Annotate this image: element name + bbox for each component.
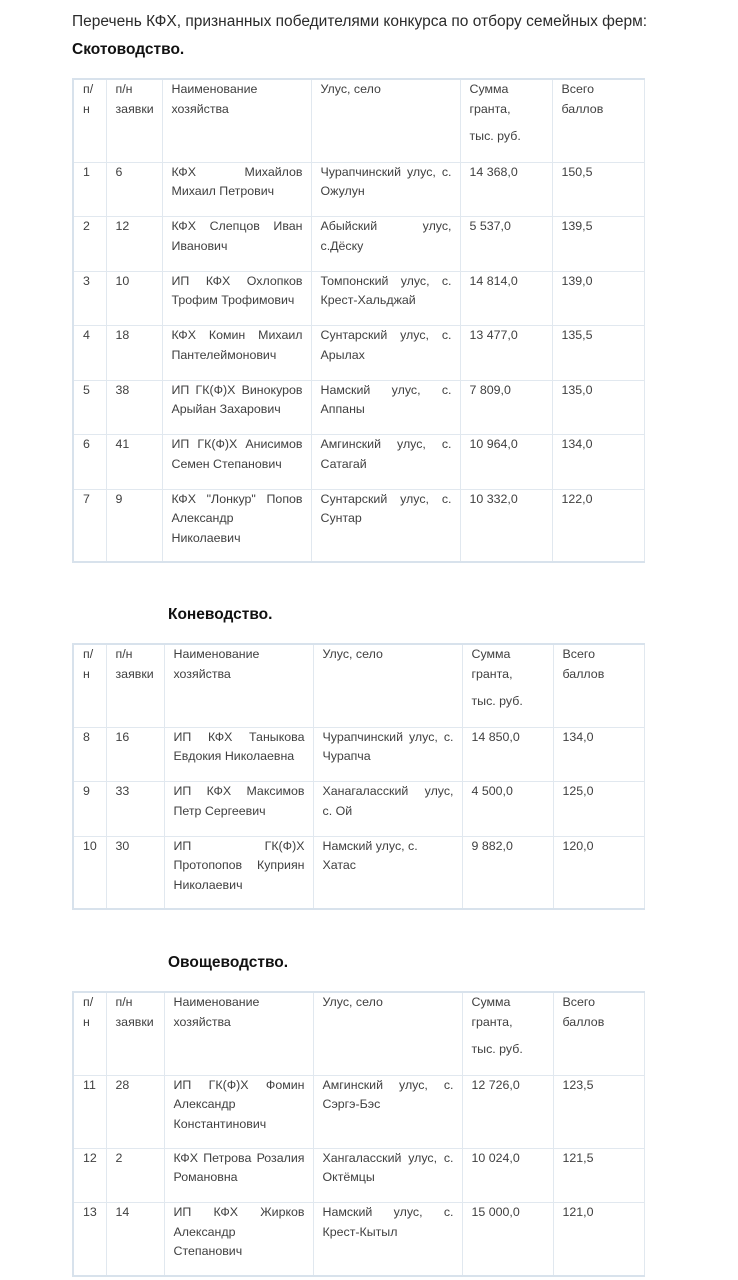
cell-score: 135,5 [552,326,644,381]
cell-location: Намский улус, с. Хатас [313,836,462,909]
cell-name: ИП КФХ Жирков Александр Степанович [164,1203,313,1276]
cell-location: Намский улус, с. Крест-Кытыл [313,1203,462,1276]
cell-sum: 14 814,0 [460,271,552,326]
cell-sum: 4 500,0 [462,782,553,837]
cell-sum: 9 882,0 [462,836,553,909]
cell-app: 18 [106,326,162,381]
cell-sum: 13 477,0 [460,326,552,381]
cell-score: 150,5 [552,162,644,217]
cell-name: КФХ Петрова Розалия Романовна [164,1148,313,1203]
table-row [73,435,644,490]
cell-num: 6 [73,435,106,490]
cell-name: ИП ГК(Ф)Х Анисимов Семен Степанович [162,435,311,490]
cell-num: 4 [73,326,106,381]
cell-app: 28 [106,1075,164,1148]
table-row [73,1148,644,1203]
table-row [73,217,644,272]
cell-app: 33 [106,782,164,837]
col-header-sum-unit: тыс. руб. [471,694,523,708]
cell-num: 2 [73,217,106,272]
col-header-sum-unit: тыс. руб. [469,129,521,143]
cell-sum: 12 726,0 [462,1075,553,1148]
cell-app: 16 [106,727,164,782]
cell-app: 12 [106,217,162,272]
cell-app: 30 [106,836,164,909]
table-row [73,727,644,782]
cell-sum: 7 809,0 [460,380,552,435]
table-row [73,782,644,837]
cell-sum: 14 850,0 [462,727,553,782]
table-header-row [73,79,644,162]
cell-name: ИП КФХ Охлопков Трофим Трофимович [162,271,311,326]
cell-location: Намский улус, с. Аппаны [311,380,460,435]
cell-num: 9 [73,782,106,837]
cell-score: 120,0 [553,836,644,909]
cell-name: ИП КФХ Максимов Петр Сергеевич [164,782,313,837]
table-horse-breeding [72,643,645,910]
cell-name: КФХ Комин Михаил Пантелеймонович [162,326,311,381]
cell-sum: 10 964,0 [460,435,552,490]
cell-location: Сунтарский улус, с. Сунтар [311,489,460,562]
cell-app: 2 [106,1148,164,1203]
col-header-name: Наименование хозяйства [164,644,313,727]
cell-name: КФХ Слепцов Иван Иванович [162,217,311,272]
col-header-sum-label: Сумма гранта, [471,647,513,681]
col-header-score: Всего баллов [553,992,644,1075]
cell-name: ИП ГК(Ф)Х Винокуров Арыйан Захарович [162,380,311,435]
cell-num: 7 [73,489,106,562]
col-header-loc: Улус, село [313,992,462,1075]
col-header-num: п/н [73,79,106,162]
cell-name: ИП ГК(Ф)Х Протопопов Куприян Николаевич [164,836,313,909]
cell-score: 135,0 [552,380,644,435]
section-title-horse-breeding: Коневодство. [168,606,273,623]
cell-app: 41 [106,435,162,490]
table-vegetable-growing [72,991,645,1277]
cell-score: 121,0 [553,1203,644,1276]
cell-num: 5 [73,380,106,435]
cell-location: Чурапчинский улус, с. Ожулун [311,162,460,217]
cell-score: 123,5 [553,1075,644,1148]
cell-num: 3 [73,271,106,326]
cell-num: 8 [73,727,106,782]
cell-location: Хангаласский улус, с. Октёмцы [313,1148,462,1203]
page-intro: Перечень КФХ, признанных победителями конкурса по отбору семейных ферм: [72,13,648,30]
col-header-name: Наименование хозяйства [164,992,313,1075]
cell-sum: 14 368,0 [460,162,552,217]
cell-score: 125,0 [553,782,644,837]
table-row [73,380,644,435]
col-header-name: Наименование хозяйства [162,79,311,162]
table-row [73,836,644,909]
table-row [73,489,644,562]
table-header-row [73,992,644,1075]
cell-location: Амгинский улус, с. Сэргэ-Бэс [313,1075,462,1148]
col-header-score: Всего баллов [552,79,644,162]
cell-sum: 15 000,0 [462,1203,553,1276]
table-row [73,162,644,217]
col-header-sum-label: Сумма гранта, [469,82,511,116]
cell-score: 122,0 [552,489,644,562]
cell-location: Абыйский улус, с.Дёску [311,217,460,272]
section-title-vegetable-growing: Овощеводство. [168,954,289,971]
cell-sum: 10 024,0 [462,1148,553,1203]
table-header-row [73,644,644,727]
table-row [73,271,644,326]
cell-name: ИП КФХ Таныкова Евдокия Николаевна [164,727,313,782]
col-header-loc: Улус, село [311,79,460,162]
cell-score: 139,0 [552,271,644,326]
cell-location: Ханагаласский улус, с. Ой [313,782,462,837]
col-header-sum [460,79,552,162]
cell-score: 134,0 [553,727,644,782]
cell-location: Чурапчинский улус, с. Чурапча [313,727,462,782]
cell-score: 139,5 [552,217,644,272]
col-header-sum-unit: тыс. руб. [471,1042,523,1056]
col-header-sum [462,992,553,1075]
cell-location: Сунтарский улус, с. Арылах [311,326,460,381]
section-title-livestock: Скотоводство. [72,41,185,58]
cell-app: 6 [106,162,162,217]
col-header-sum-label: Сумма гранта, [471,995,513,1029]
cell-sum: 10 332,0 [460,489,552,562]
cell-app: 38 [106,380,162,435]
cell-name: ИП ГК(Ф)Х Фомин Александр Константинович [164,1075,313,1148]
cell-location: Амгинский улус, с. Сатагай [311,435,460,490]
cell-score: 134,0 [552,435,644,490]
col-header-app: п/н заявки [106,644,164,727]
cell-num: 12 [73,1148,106,1203]
cell-num: 10 [73,836,106,909]
col-header-num: п/н [73,644,106,727]
cell-name: КФХ "Лонкур" Попов Александр Николаевич [162,489,311,562]
table-row [73,326,644,381]
cell-app: 14 [106,1203,164,1276]
cell-name: КФХ Михайлов Михаил Петрович [162,162,311,217]
col-header-app: п/н заявки [106,79,162,162]
cell-score: 121,5 [553,1148,644,1203]
col-header-loc: Улус, село [313,644,462,727]
cell-location: Томпонский улус, с. Крест-Хальджай [311,271,460,326]
col-header-score: Всего баллов [553,644,644,727]
table-row [73,1075,644,1148]
table-row [73,1203,644,1276]
cell-num: 11 [73,1075,106,1148]
table-livestock [72,78,645,563]
cell-sum: 5 537,0 [460,217,552,272]
col-header-num: п/н [73,992,106,1075]
col-header-sum [462,644,553,727]
cell-app: 9 [106,489,162,562]
col-header-app: п/н заявки [106,992,164,1075]
cell-num: 1 [73,162,106,217]
cell-num: 13 [73,1203,106,1276]
cell-app: 10 [106,271,162,326]
